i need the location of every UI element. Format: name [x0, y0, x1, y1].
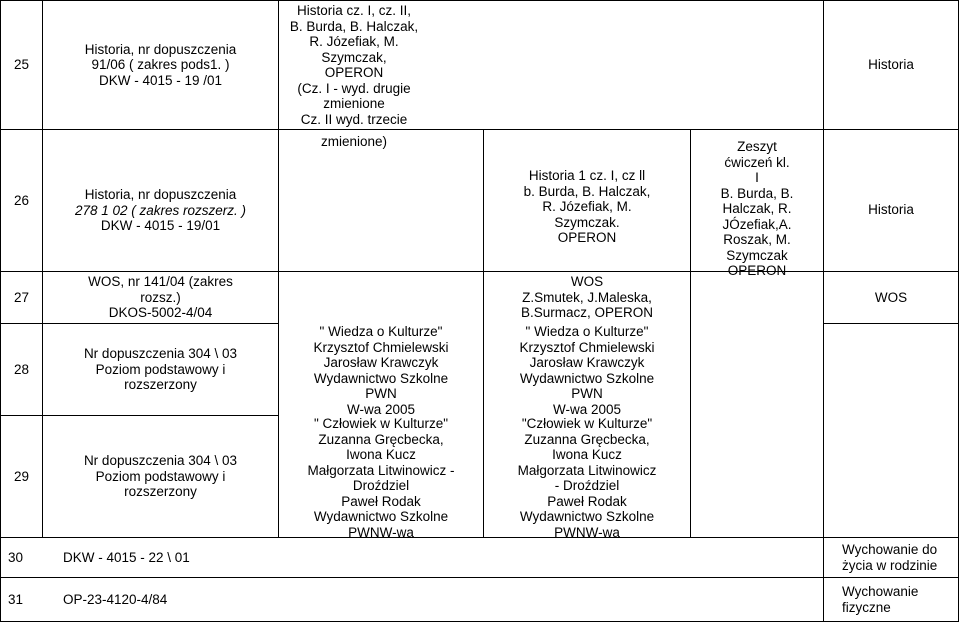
row-border-25-26: [0, 129, 959, 130]
row-28-permit: Nr dopuszczenia 304 \ 03 Poziom podstawowy i rozszerzony: [83, 346, 238, 393]
row-30-permit: DKW - 4015 - 22 \ 01: [63, 549, 190, 565]
row-25-number: 25: [13, 57, 30, 73]
row-26-subject: Historia: [868, 202, 914, 218]
row-25-subject: Historia: [868, 57, 914, 73]
row-27-textbook: WOS Z.Smutek, J.Maleska, B.Surmacz, OPERON: [520, 274, 654, 320]
row-27-number: 27: [13, 289, 30, 305]
row-25-textbook: Historia cz. I, cz. II, B. Burda, B. Halczak, R. Józefiak, M. Szymczak, OPERON (Cz. I - wyd. drugie zmienione Cz. II wyd. trzecie zmienione): [289, 3, 419, 149]
row-31-permit: OP-23-4120-4/84: [63, 591, 168, 607]
row-31-subject: Wychowanie fizyczne: [842, 584, 919, 615]
row-25-permit: Historia, nr dopuszczenia 91/06 ( zakres pods1. ) DKW - 4015 - 19 /01: [84, 41, 237, 88]
row-30-number: 30: [8, 549, 24, 565]
row-border-bottom: [0, 621, 959, 622]
row-26-number: 26: [13, 192, 30, 208]
row-27-permit: WOS, nr 141/04 (zakres rozsz.) DKOS-5002-4/04: [88, 274, 233, 321]
row-28-textbook-1: " Wiedza o Kulturze" Krzysztof Chmielewski Jarosław Krawczyk Wydawnictwo Szkolne PWN W-wa 2005: [313, 324, 449, 417]
row-31-number: 31: [8, 591, 24, 607]
row-26-textbook: Historia 1 cz. I, cz ll b. Burda, B. Halczak, R. Józefiak, M. Szymczak. OPERON: [523, 168, 651, 245]
row-28-textbook-2: " Wiedza o Kulturze" Krzysztof Chmielewski Jarosław Krawczyk Wydawnictwo Szkolne PWN W-wa 2005: [519, 324, 655, 417]
row-30-subject: Wychowanie do życia w rodzinie: [842, 542, 938, 573]
row-29-textbook-2: "Człowiek w Kulturze" Zuzanna Gręcbecka, Iwona Kucz Małgorzata Litwinowicz - Droździel Paweł Rodak Wydawnictwo Szkolne PWNW-wa: [517, 416, 657, 540]
row-26-permit: Historia, nr dopuszczenia 278 1 02 ( zakres rozszerz. ) DKW - 4015 - 19/01: [74, 187, 247, 234]
row-border-27-28: [823, 323, 959, 324]
row-27-subject: WOS: [874, 289, 908, 305]
row-26-workbook: Zeszyt ćwiczeń kl. I B. Burda, B. Halczak, R. JÓzefiak,A. Roszak, M. Szymczak OPERON: [720, 139, 794, 278]
row-29-permit: Nr dopuszczenia 304 \ 03 Poziom podstawowy i rozszerzony: [83, 453, 238, 500]
row-29-textbook-1: " Człowiek w Kulturze" Zuzanna Gręcbecka, Iwona Kucz Małgorzata Litwinowicz - Droździel Paweł Rodak Wydawnictwo Szkolne PWNW-wa: [307, 416, 455, 540]
row-28-number: 28: [13, 361, 30, 377]
row-29-number: 29: [13, 468, 30, 484]
